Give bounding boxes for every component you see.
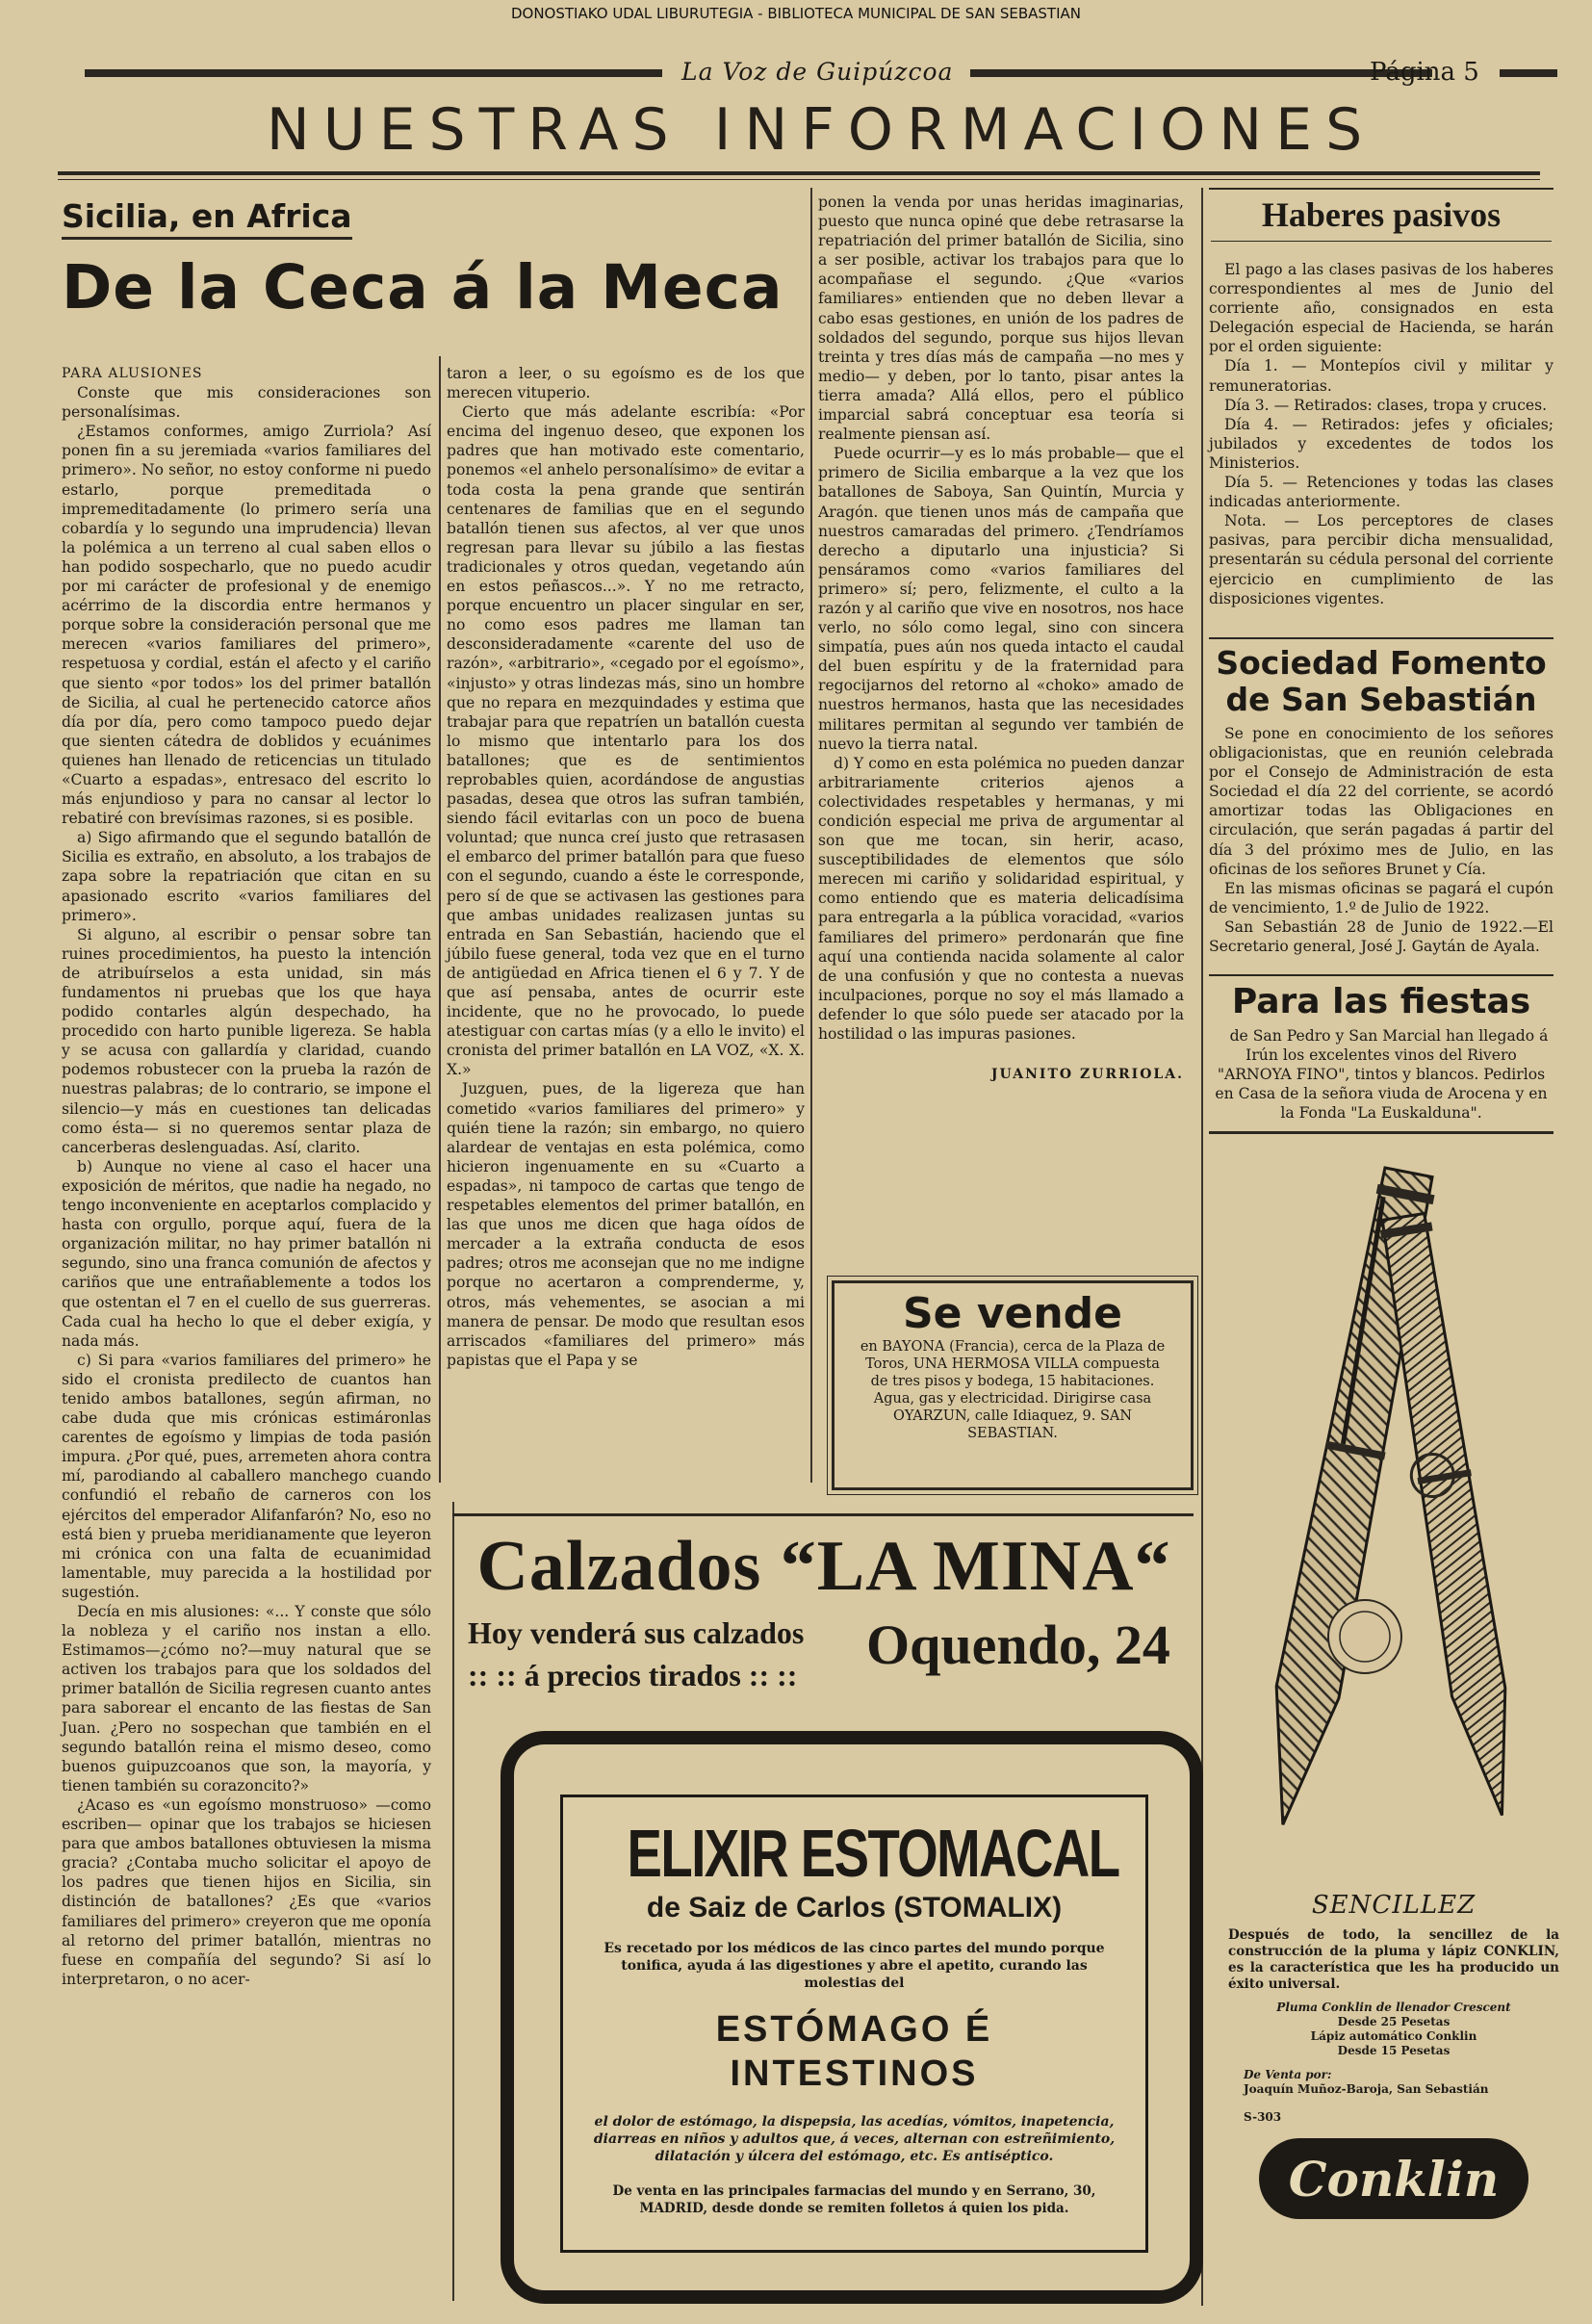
article-paragraph: Decía en mis alusiones: «... Y conste que sólo la nobleza y el cariño nos instan a ello. Estimamos—¿cómo no?—muy natural que se activen los trabajos para que los soldados del primer batallón de Sicilia regresen cuanto antes para saborear el encanto de las fiestas de San Juan. ¿Pero no sospechan que también en el segundo batallón reina el mismo deseo, como buenos guipuzcoanos que son, la mayoría, y tienen también su corazoncito?» (62, 1603, 431, 1795)
sociedad-paragraph: En las mismas oficinas se pagará el cupón de vencimiento, 1.º de Julio de 1922. (1209, 879, 1553, 917)
article-column-1 (62, 364, 431, 1989)
article-signature: JUANITO ZURRIOLA. (990, 1067, 1184, 1083)
haberes-paragraph: Nota. — Los perceptores de clases pasivas, para percibir dicha mensualidad, presentarán su cédula personal del corriente ejercicio en cumplimiento de las disposiciones vigentes. (1209, 512, 1553, 607)
conklin-product-1: Pluma Conklin de llenador Crescent (1276, 2001, 1511, 2014)
conklin-slogan: SENCILLEZ (1311, 1891, 1476, 1920)
masthead-rule-left (85, 69, 662, 77)
conklin-sale-label: De Venta por: (1244, 2068, 1332, 2081)
conklin-logo (1259, 2138, 1528, 2219)
haberes-paragraph: Día 5. — Retenciones y todas las clases indicadas anteriormente. (1209, 474, 1553, 511)
se-vende-title: Se vende (902, 1289, 1123, 1338)
conklin-pens-illustration (1220, 1155, 1567, 1887)
sociedad-paragraph: Se pone en conocimiento de los señores obligacionistas, que en reunión celebrada por el Consejo de Administración de esta Sociedad el día 22 del corriente, se acordó amortizar todas las Obligaciones en circulación, que serán pagadas á partir del día 3 del próximo mes de Julio, en las oficinas de los señores Brunet y Cía. (1209, 725, 1553, 878)
article-kicker: Sicilia, en Africa (62, 197, 352, 240)
page-number: Página 5 (1370, 58, 1479, 87)
conklin-ad (1220, 1155, 1567, 2301)
column-rule-2 (810, 188, 812, 1483)
column-rule-4 (452, 1502, 454, 2301)
masthead (85, 58, 1557, 87)
article-headline: De la Ceca á la Meca (62, 252, 783, 323)
article-paragraph: ponen la venda por unas heridas imaginarias, puesto que nunca opiné que debe retrasarse la repatriación del primer batallón de Sicilia, sino a ser posible, activar los trabajos para que lo acompañase el segundo. ¿Que «varios familiares» entienden que no deben llevar a cabo esas gestiones, en unión de los padres de soldados del segundo, porque sus hijos llevan treinta y tres días más de campaña —no mes y medio— y deben, por lo tanto, pisar antes la tierra amada? Allá ellos, pero el público imparcial sabrá conceptuar esa teoría si realmente piensan así. (818, 194, 1184, 444)
article-paragraph: taron a leer, o su egoísmo es de los que merecen vituperio. (447, 365, 805, 402)
sociedad-title-2: de San Sebastián (1225, 681, 1537, 718)
section-title: NUESTRAS INFORMACIONES (266, 96, 1376, 164)
calzados-address: Oquendo, 24 (866, 1614, 1170, 1676)
elixir-inner-frame (560, 1795, 1148, 2253)
conklin-product-2: Lápiz automático Conklin (1310, 2029, 1477, 2043)
article-paragraph: Juzguen, pues, de la ligereza que han cometido «varios familiares del primero» y quién tiene la razón; sin embargo, no quiero alardear de ventajas en esta polémica, como hicieron ingenuamente en su «Cuarto a espadas», ni tampoco de cartas que tengo de respetables elementos del primer batallón, en las que unos me dicen que haga oídos de mercader a la extraña conducta de esos padres; otros me aconsejan que no me indigne porque no acertaron a comprenderme, y, otros, más vehementes, se asocian a mi manera de pensar. De modo que resultan esos arriscados «familiares del primero» más papistas que el Papa y se (447, 1080, 805, 1369)
article-paragraph: d) Y como en esta polémica no pueden danzar arbitrariamente criterios ajenos a colectividades respetables y hermanas, y mi condición especial me priva de argumentar al son que me tocan, sin herir, acaso, susceptibilidades de elementos que sólo merecen mi cariño y solidaridad espiritual, y como entiendo que es materia delicadísima para entregarla a la pública voracidad, «varios familiares del primero» perdonarán que fine aquí una contienda nacida solamente al calor de una confusión y que no contesta a nuevas inculpaciones, porque no soy el más llamado a defender lo que sólo puede ser atacado por la hostilidad o las impuras pasiones. (818, 754, 1184, 1044)
haberes-paragraph: El pago a las clases pasivas de los haberes correspondientes al mes de Junio del corriente año, consignados en esta Delegación especial de Hacienda, se harán por el orden siguiente: (1209, 261, 1553, 356)
fiestas-title: Para las fiestas (1231, 982, 1531, 1021)
calzados-line-2: :: :: á precios tirados :: :: (468, 1658, 798, 1692)
haberes-paragraph: Día 1. — Montepíos civil y militar y remuneratorias. (1209, 357, 1553, 395)
fiestas-bottom-rule (1209, 1131, 1553, 1134)
archive-header: DONOSTIAKO UDAL LIBURUTEGIA - BIBLIOTECA MUNICIPAL DE SAN SEBASTIAN (510, 5, 1081, 22)
article-paragraph: Puede ocurrir—y es lo más probable— que el primero de Sicilia embarque a la vez que los batallones de Saboya, San Quintín, Murcia y Aragón. que tienen unos más de campaña que nuestros camaradas del primero. ¿Tendríamos derecho a diputarlo una injusticia? Si pensáramos como «varios familiares del primero» sí; pero, felizmente, el culto a la razón y al cariño que vive en nosotros, nos hace verlo, no sólo como legal, sino con sincera simpatía, pues aún nos queda intacto el caudal del buen espíritu y de la fraternidad para regocijarnos del retorno al «choko» amado de nuestros hermanos, hasta que las necesidades militares permitan al segundo ver también de nuevo la tierra natal. (818, 445, 1184, 753)
masthead-rule-right (1500, 69, 1557, 77)
conklin-seller: Joaquín Muñoz-Baroja, San Sebastián (1244, 2082, 1489, 2096)
elixir-big-2: INTESTINOS (730, 2053, 979, 2094)
sociedad-body (1209, 724, 1553, 956)
article-column-2 (447, 364, 805, 1370)
elixir-italic: el dolor de estómago, la dispepsia, las acedías, vómitos, inapetencia, diarreas en niños y adultos que, á veces, alternan con estreñimiento, dilatación y úlcera del estómago, etc. Es antiséptico. (593, 2114, 1116, 2164)
conklin-price-1: Desde 25 Pesetas (1337, 2015, 1451, 2028)
section-rule-thin (58, 179, 1540, 180)
se-vende-text: en BAYONA (Francia), cerca de la Plaza de Toros, UNA HERMOSA VILLA compuesta de tres pisos y bodega, 15 habitaciones. Agua, gas y electricidad. Dirigirse casa OYARZUN, calle Idiaquez, 9. SAN SEBASTIAN. (860, 1339, 1166, 1441)
calzados-title: Calzados “LA MINA“ (476, 1527, 1171, 1606)
article-lead: PARA ALUSIONES (62, 366, 203, 381)
elixir-footer: De venta en las principales farmacias del mundo y en Serrano, 30, MADRID, desde donde se remiten folletos á quien los pida. (612, 2183, 1096, 2216)
conklin-brand: Conklin (1288, 2150, 1500, 2208)
haberes-body (1209, 260, 1553, 608)
conklin-text: Después de todo, la sencillez de la construcción de la pluma y lápiz CONKLIN, es la característica que les ha producido un éxito universal. (1228, 1927, 1559, 1992)
article-paragraph: b) Aunque no viene al caso el hacer una exposición de méritos, que nadie ha negado, no tengo inconveniente en aceptarlos complacido y hasta con orgullo, porque aquí, fuera de la organización militar, no hay primer batallón ni segundo, sino una franca comunión de afectos y cariños que une entrañablemente a todos los que ostentan el 7 en el cuello de sus guerreras. Cada cual ha hecho lo que el deber exigía, y nada más. (62, 1157, 431, 1350)
calzados-line-1: Hoy venderá sus calzados (468, 1615, 805, 1650)
elixir-title: ELIXIR ESTOMACAL (627, 1816, 1119, 1891)
haberes-paragraph: Día 3. — Retirados: clases, tropa y cruces. (1224, 396, 1548, 414)
elixir-text: Es recetado por los médicos de las cinco partes del mundo porque tonifica, ayuda á las digestiones y abre el apetito, curando las molestias del (603, 1941, 1105, 1991)
sociedad-title-1: Sociedad Fomento (1216, 644, 1547, 682)
sociedad-title (1209, 645, 1553, 718)
se-vende-ad (832, 1280, 1194, 1490)
haberes-top-rule (1209, 188, 1553, 190)
article-paragraph: a) Sigo afirmando que el segundo batallón de Sicilia es extraño, en absoluto, a los trabajos de zapa sobre la repatriación que citan en su apasionado escrito «varios familiares del primero». (62, 829, 431, 924)
elixir-subtitle: de Saiz de Carlos (STOMALIX) (646, 1892, 1063, 1924)
article-paragraph: ¿Estamos conformes, amigo Zurriola? Así ponen fin a su jeremiada «varios familiares del primero». No señor, no estoy conforme ni puedo estarlo, porque premeditada o impremeditadamente (lo primero sería una cobardía y lo segundo una imprudencia) llevan la polémica a un terreno al cual saben ellos o han podido sospecharlo, que no puedo acudir por mi carácter de profesional y de enemigo acérrimo de la discordia entre hermanos y porque sobre la consideración personal que me merecen «varios familiares del primero», respetuosa y cordial, están el afecto y el cariño que siento «por todos» los del primer batallón de Sicilia, al cual he pertenecido catorce años día por día, pero como tampoco puedo dejar que sienten cátedra de doblidos y ecuánimes quienes han llenado de reticencias un titulado «Cuarto a espadas», entresaco del escrito lo más enjundioso y para no cansar al lector lo rebatiré con brevísimas razones, si es posible. (62, 423, 431, 828)
conklin-price-2: Desde 15 Pesetas (1337, 2044, 1451, 2057)
column-rule-1 (439, 356, 441, 1483)
haberes-title-rule (1211, 241, 1552, 242)
calzados-top-rule (452, 1513, 1194, 1516)
article-column-3 (818, 193, 1184, 1084)
sociedad-paragraph: San Sebastián 28 de Junio de 1922.—El Secretario general, José J. Gaytán de Ayala. (1209, 917, 1553, 956)
article-paragraph: Cierto que más adelante escribía: «Por encima del ingenuo deseo, que exponen los padres que han motivado este comentario, ponemos «el anhelo personalísimo» de evitar a toda costa la pena grande que sentirán centenares de familias que en el segundo batallón tienen sus afectos, al ver que unos regresan para llevar su júbilo a las fiestas tradicionales y otros quedan, vegetando aún en estos peñascos...». Y no me retracto, porque encuentro un placer singular en ser, no como esos padres me llaman tan desconsideradamente «carente del uso de razón», «arbitrario», «cegado por el egoísmo», «injusto» y otras lindezas más, sino un hombre que no repara en mezquindades y estima que trabajar para que repatríen un batallón cuesta lo mismo que intentarlo para los dos batallones; que es de sentimientos reprobables quien, acordándose de angustias pasadas, desea que otros las sufran también, siendo fácil evitarlas con un poco de buena voluntad; que nunca creí justo que retrasasen el embarco del primer batallón para que fueso con el segundo, cuando a éste le corresponde, pero sí de que se activasen las gestiones para que ambas unidades realizasen juntas su entrada en San Sebastián, haciendo que el júbilo fuese general, toda vez que en el turno de antigüedad en Africa tienen el 6 y 7. Y de que así pensaba, antes de ocurrir este incidente, que no he provocado, lo puede atestiguar con cartas mías (y a ello le invito) el cronista del primer batallón en LA VOZ, «X. X. X.» (447, 403, 805, 1079)
paper-name: La Voz de Guipúzcoa (681, 58, 954, 86)
elixir-ad (501, 1731, 1203, 2304)
article-paragraph: Si alguno, al escribir o pensar sobre tan ruines procedimientos, ha puesto la intención de atribuírselos a esta unidad, sin más fundamentos ni pruebas que los que haya podido contarles algún despechado, ha procedido con harto punible ligereza. Se habla y se acusa con gallardía y claridad, cuando podemos robustecer con la prueba la razón de nuestras palabras; de lo contrario, se impone el silencio—y más en cuestiones tan delicadas como ésta— si no queremos sentar plaza de cancerberas deslenguadas. Así, clarito. (62, 925, 431, 1156)
fiestas-text: de San Pedro y San Marcial han llegado á Irún los excelentes vinos del Rivero "ARNOYA FINO", tintos y blancos. Pedirlos en Casa de la señora viuda de Arocena y en la Fonda "La Euskalduna". (1215, 1027, 1549, 1123)
sociedad-top-rule (1209, 637, 1553, 639)
article-paragraph: c) Si para «varios familiares del primero» he sido el cronista predilecto de cuantos han tenido ambos batallones, según afirman, no cabe duda que mis crónicas estimáronlas carentes de egoísmo y limpias de toda pasión impura. ¿Por qué, pues, arremeten ahora contra mí, parodiando al caballero manchego cuando confundió el rebaño de carneros con los ejércitos del emperador Alifanfarón? No, eso no está bien y prueba meridianamente que leyeron mi crónica con una falta de ecuanimidad lamentable, muy parecida a la hostilidad por sugestión. (62, 1351, 431, 1601)
section-rule (58, 171, 1540, 175)
masthead-rule-mid (970, 69, 1432, 77)
elixir-big-1: ESTÓMAGO É (715, 2009, 993, 2050)
conklin-code: S-303 (1244, 2110, 1282, 2124)
fiestas-body (1209, 1026, 1553, 1123)
fiestas-top-rule (1209, 974, 1553, 976)
haberes-title: Haberes pasivos (1261, 195, 1502, 234)
article-paragraph: ¿Acaso es «un egoísmo monstruoso» —como escriben— opinar que los trabajos se hiciesen para que ambos batallones obtuviesen la misma gracia? ¿Contaba mucho solicitar el apoyo de los padres que tienen hijos en Sicilia, sin distinción de batallones? ¿Es que «varios familiares del primero» creyeron que me oponía al retorno del primer batallón, mientras no fuese en compañía del segundo? Si así lo interpretaron, o no acer- (62, 1795, 431, 1988)
article-paragraph: Conste que mis consideraciones son personalísimas. (62, 384, 431, 422)
haberes-paragraph: Día 4. — Retirados: jefes y oficiales; jubilados y excedentes de todos los Ministerios. (1209, 415, 1553, 472)
